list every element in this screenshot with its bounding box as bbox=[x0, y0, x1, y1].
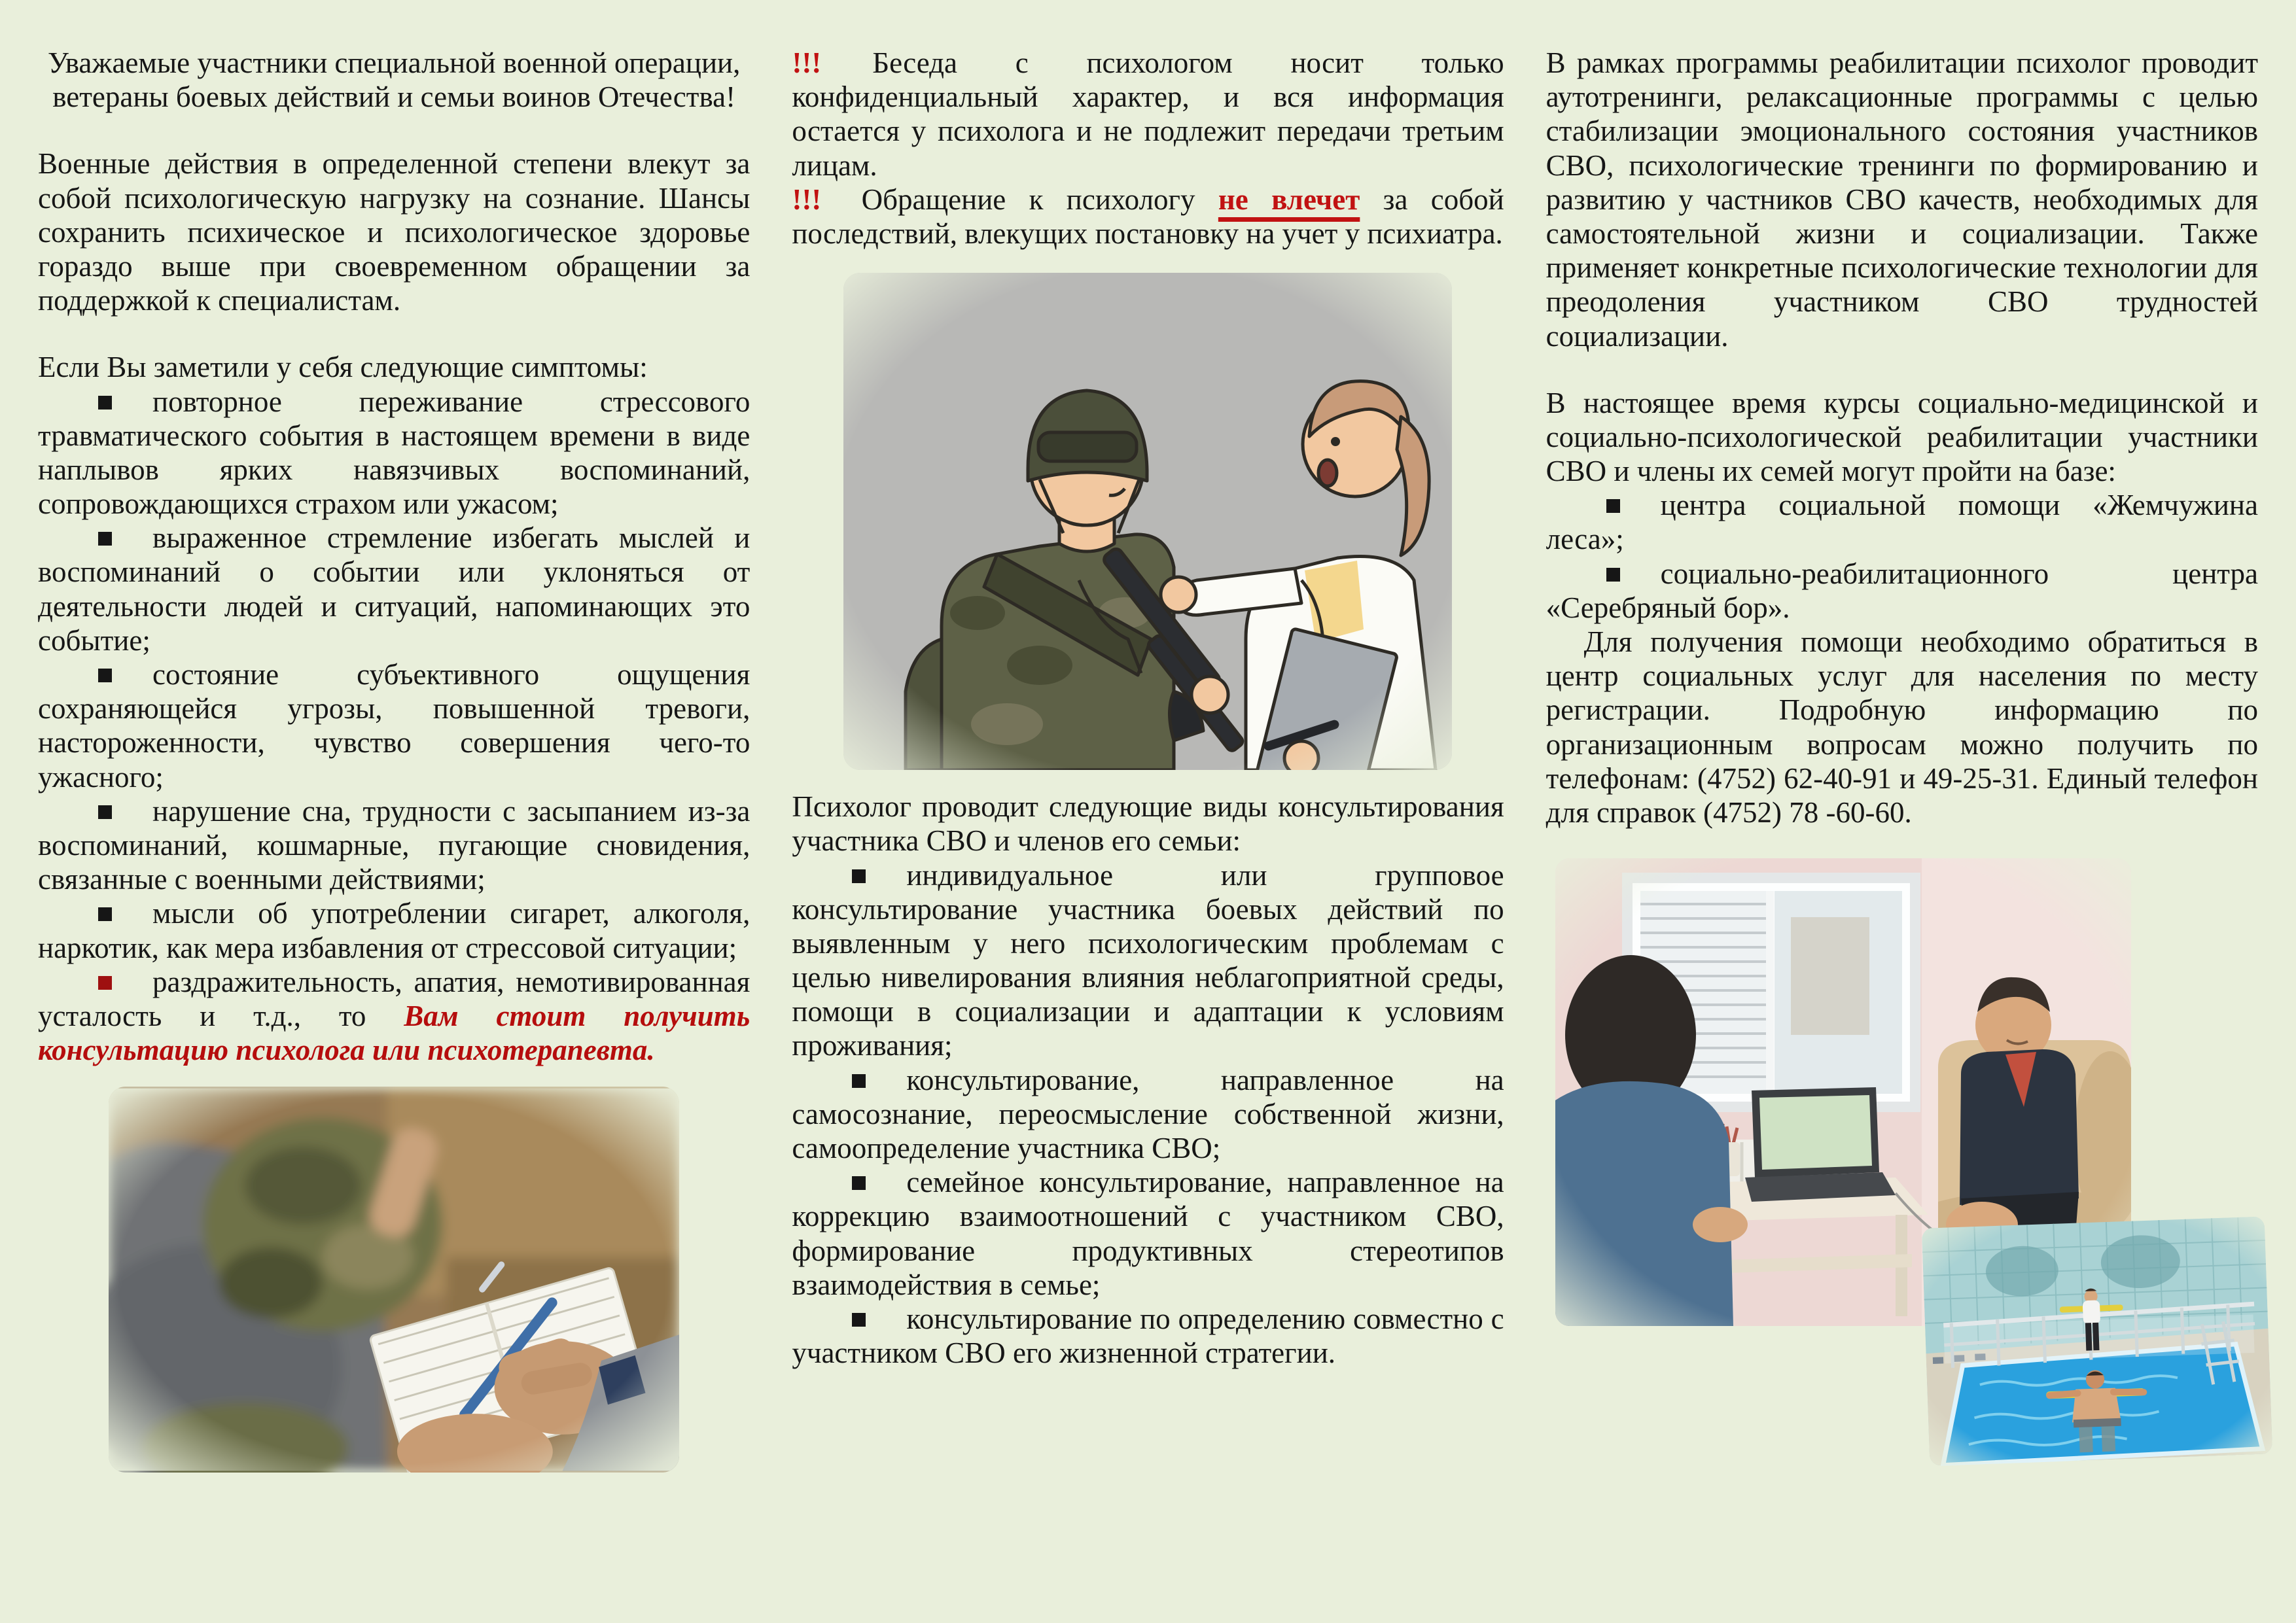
bullet-square-icon bbox=[852, 869, 866, 883]
service-text: семейное консультирование, направленное на коррекцию взаимоотношений с участником СВО, формирование продуктивных стереотипов взаимодействия в семье; bbox=[792, 1166, 1504, 1301]
symptom-text: раздражительность, апатия, немотивированная усталость и т.д., то bbox=[38, 965, 751, 1032]
contact-paragraph: Для получения помощи необходимо обратиться в центр социальных услуг для населения по месту регистрации. Подробную информацию по организационным вопросам можно получить по телефонам: (4752) 62-40-91 и 49-25-31. Единый телефон для справок (4752) 78 -60-60. bbox=[1545, 625, 2258, 829]
bullet-square-icon bbox=[852, 1313, 866, 1327]
symptom-text: выраженное стремление избегать мыслей и воспоминаний о событии или уклоняться от деятельности людей и ситуаций, напоминающих это событие; bbox=[38, 521, 751, 657]
page-title: Уважаемые участники специальной военной операции, ветераны боевых действий и семьи воинов Отечества! bbox=[47, 46, 741, 114]
bullet-square-icon bbox=[98, 396, 112, 410]
symptoms-heading: Если Вы заметили у себя следующие симптомы: bbox=[38, 351, 648, 384]
symptom-text: состояние субъективного ощущения сохраняющейся угрозы, повышенной тревоги, настороженности, чувство совершения чего-то ужасного; bbox=[38, 658, 751, 794]
bullet-square-red-icon bbox=[98, 976, 112, 990]
service-item bbox=[792, 1302, 1504, 1370]
bullet-square-icon bbox=[98, 805, 112, 819]
spacer bbox=[38, 114, 750, 147]
bullet-square-icon bbox=[98, 907, 112, 921]
base-item bbox=[1546, 557, 2258, 625]
symptom-item bbox=[38, 521, 750, 657]
photo-vignette bbox=[109, 1089, 679, 1471]
bullet-square-icon bbox=[852, 1074, 866, 1088]
service-item bbox=[792, 858, 1504, 1063]
warning-mark: !!! bbox=[792, 46, 822, 79]
base-text: центра социальной помощи «Жемчужина леса»; bbox=[1545, 489, 2258, 556]
illustration-vignette bbox=[843, 273, 1452, 770]
notice-text: Обращение к психологу bbox=[861, 183, 1195, 216]
counseling-session-photo bbox=[109, 1087, 679, 1473]
service-text: консультирование, направленное на самосознание, переосмысление собственной жизни, самоопределение участника СВО; bbox=[792, 1063, 1504, 1164]
notice-text: за собой последствий, влекущих постановку на учет у психиатра. bbox=[792, 183, 1504, 250]
symptom-item bbox=[38, 896, 750, 964]
base-text: социально-реабилитационного центра «Серебряный бор». bbox=[1545, 557, 2258, 624]
warning-mark: !!! bbox=[792, 183, 822, 216]
symptom-text: нарушение сна, трудности с засыпанием из-за воспоминаний, кошмарные, пугающие сновидения, связанные с военными действиями; bbox=[38, 794, 751, 896]
courses-intro: В настоящее время курсы социально-медицинской и социально-психологической реабилитации участники СВО и члены их семей могут пройти на базе: bbox=[1545, 386, 2258, 488]
pool-therapy-photo bbox=[1921, 1216, 2272, 1466]
column-right bbox=[1546, 46, 2258, 1623]
bullet-square-icon bbox=[1606, 499, 1620, 513]
service-text: индивидуальное или групповое консультирование участника боевых действий по выявленным у него психологическим проблемам с целью нивелирования влияния неблагоприятной среды, помощи в социализации и адаптации к условиям проживания; bbox=[792, 858, 1504, 1062]
column-middle bbox=[792, 46, 1504, 1623]
base-item bbox=[1546, 488, 2258, 556]
soldier-psychologist-illustration bbox=[843, 273, 1452, 770]
service-text: консультирование по определению совместно с участником СВО его жизненной стратегии. bbox=[792, 1302, 1504, 1370]
spacer bbox=[1546, 353, 2258, 386]
notice-highlight: не влечет bbox=[1218, 183, 1360, 216]
intro-paragraph: Военные действия в определенной степени влекут за собой психологическую нагрузку на сознание. Шансы сохранить психическое и психологическое здоровье гораздо выше при своевременном обращении за поддержкой к специалистам. bbox=[38, 147, 751, 317]
notice-text: Беседа с психологом носит только конфиденциальный характер, и вся информация остается у психолога и не подлежит передачи третьим лицам. bbox=[792, 46, 1504, 182]
rehabilitation-photos bbox=[1546, 858, 2258, 1473]
symptom-call-to-action: Вам стоит получить консультацию психолога или психотерапевта. bbox=[38, 999, 751, 1067]
confidentiality-notice bbox=[792, 46, 1504, 183]
symptom-item bbox=[38, 794, 750, 897]
spacer bbox=[38, 317, 750, 350]
symptom-item bbox=[38, 385, 750, 521]
bullet-square-icon bbox=[98, 669, 112, 682]
symptom-text: повторное переживание стрессового травматического события в настоящем времени в виде наплывов ярких навязчивых воспоминаний, сопровождающихся страхом или ужасом; bbox=[38, 385, 751, 521]
rehab-paragraph: В рамках программы реабилитации психолог проводит аутотренинги, релаксационные программы с целью стабилизации эмоционального состояния участников СВО, психологические тренинги по формированию и развитию у частников СВО качеств, необходимых для самостоятельной жизни и социализации. Также применяет конкретные психологические технологии для преодоления участником СВО трудностей социализации. bbox=[1545, 46, 2258, 353]
symptom-text: мысли об употреблении сигарет, алкоголя, наркотик, как мера избавления от стрессовой ситуации; bbox=[38, 897, 751, 964]
bullet-square-icon bbox=[852, 1176, 866, 1190]
bullet-square-icon bbox=[1606, 568, 1620, 582]
symptom-item bbox=[38, 657, 750, 794]
symptom-item-highlighted bbox=[38, 965, 750, 1068]
photo-vignette bbox=[1921, 1217, 2272, 1466]
column-left bbox=[38, 46, 750, 1623]
services-intro: Психолог проводит следующие виды консультирования участника СВО и членов его семьи: bbox=[792, 790, 1504, 858]
no-registration-notice bbox=[792, 183, 1504, 251]
service-item bbox=[792, 1165, 1504, 1302]
bullet-square-icon bbox=[98, 532, 112, 546]
service-item bbox=[792, 1063, 1504, 1166]
